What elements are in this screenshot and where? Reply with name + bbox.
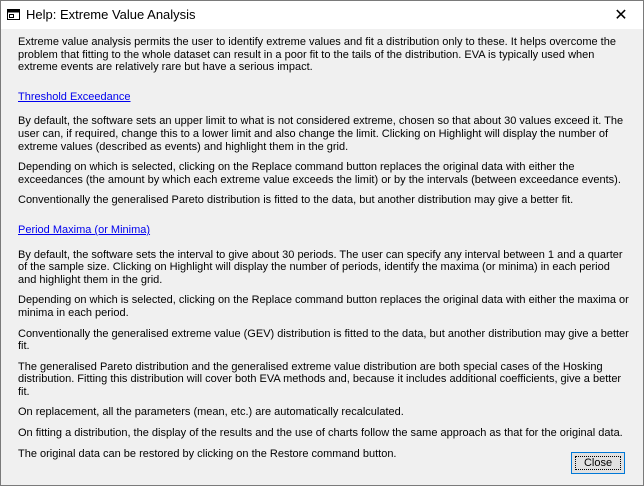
close-icon[interactable]: ✕ xyxy=(614,7,628,24)
close-button-label: Close xyxy=(583,457,613,469)
title-bar[interactable] xyxy=(1,1,643,29)
period-paragraph-2: Depending on which is selected, clicking on the Replace command button replaces the original data with either the maxima or minima in each period. xyxy=(18,294,629,319)
help-content xyxy=(18,36,630,460)
threshold-exceedance-link[interactable]: Threshold Exceedance xyxy=(18,90,131,103)
threshold-paragraph-2: Depending on which is selected, clicking on the Replace command button replaces the original data with either the exceedances (the amount by which each extreme value exceeds the limit) or by the intervals (between exceedance events). xyxy=(18,161,621,186)
replacement-paragraph: On replacement, all the parameters (mean, etc.) are automatically recalculated. xyxy=(18,406,404,419)
window-app-icon xyxy=(7,8,20,21)
fitting-paragraph: On fitting a distribution, the display of the results and the use of charts follow the same approach as that for the original data. xyxy=(18,427,623,440)
period-paragraph-3: Conventionally the generalised extreme value (GEV) distribution is fitted to the data, but another distribution may give a better fit. xyxy=(18,327,629,353)
hosking-paragraph: The generalised Pareto distribution and the generalised extreme value distribution are both special cases of the Hosking distribution. Fitting this distribution will cover both EVA methods and, because it includes additional coefficients, give a better fit. xyxy=(18,360,622,398)
threshold-paragraph-3: Conventionally the generalised Pareto distribution is fitted to the data, but another distribution may give a better fit. xyxy=(18,194,574,207)
intro-paragraph: Extreme value analysis permits the user to identify extreme values and fit a distribution only to these. It helps overcome the problem that fitting to the whole dataset can result in a poor fit to the tails of the distribution. EVA is typically used when extreme events are relatively rare but have a serious impact. xyxy=(18,36,616,74)
period-maxima-link[interactable]: Period Maxima (or Minima) xyxy=(18,223,151,236)
threshold-paragraph-1: By default, the software sets an upper limit to what is not considered extreme, chosen so that about 30 values exceed it. The user can, if required, change this to a lower limit and also change the limit. Clicking on Highlight will display the number of extreme values (described as events) and highlight them in the grid. xyxy=(18,115,624,153)
restore-paragraph: The original data can be restored by clicking on the Restore command button. xyxy=(18,447,397,460)
close-button[interactable] xyxy=(571,452,625,474)
window-title: Help: Extreme Value Analysis xyxy=(26,7,196,22)
period-paragraph-1: By default, the software sets the interval to give about 30 periods. The user can specify any interval between 1 and a quarter of the sample size. Clicking on Highlight will display the number of periods, identify the maxima (or minima) in each period and highlight them in the grid. xyxy=(18,248,623,286)
